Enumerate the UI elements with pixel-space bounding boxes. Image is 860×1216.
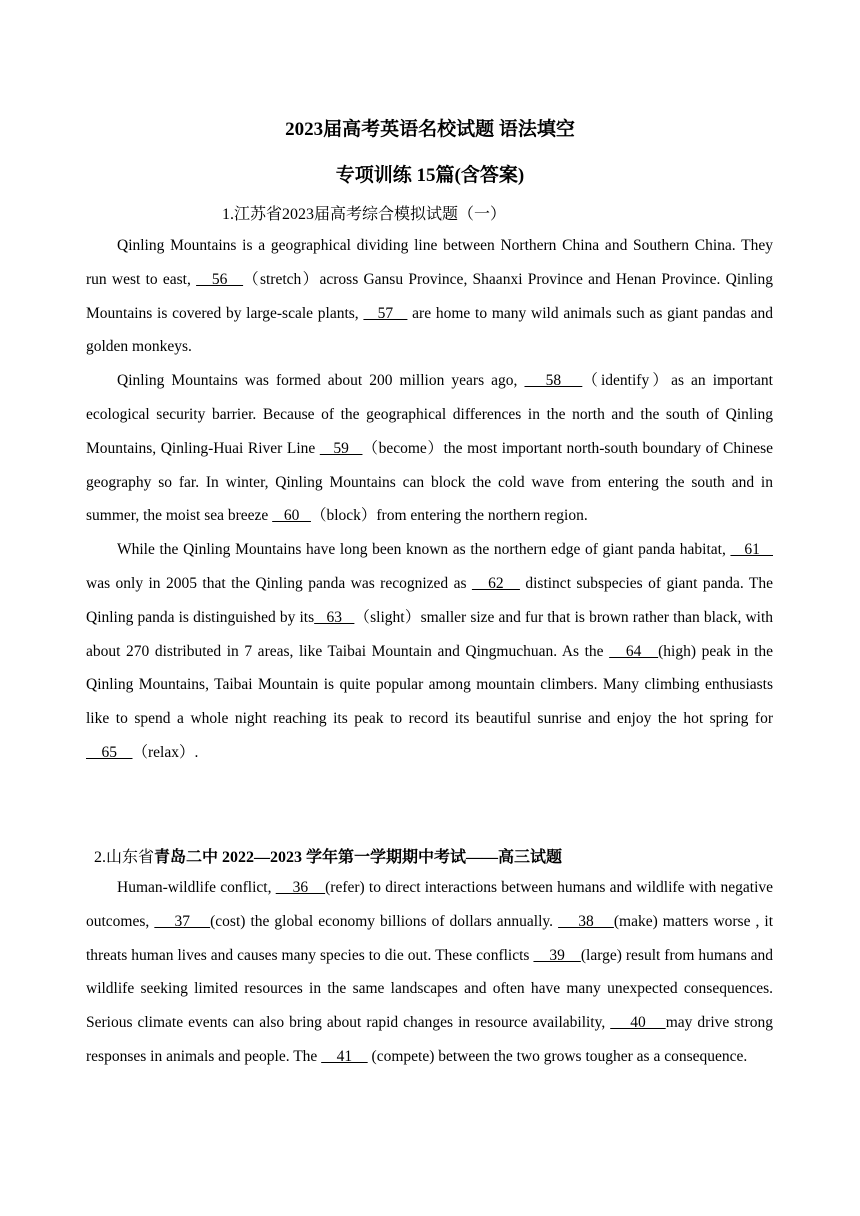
blank-56: 56 [196,270,244,288]
blank-64: 64 [609,642,659,660]
blank-59: 59 [319,439,363,457]
section-1-heading: 1.江苏省2023届高考综合模拟试题（一） [222,206,507,223]
blank-63: 63 [314,608,355,626]
blank-40: 40 [610,1014,666,1032]
blank-36: 36 [275,879,326,896]
section-1-paragraph-1: Qinling Mountains is a geographical dividing line between Northern China and Southern China. They run west to east, 56 （stretch）across Gansu Province, Shaanxi Province and Henan Province. Qinling Mountains is covered by large-scale plants, 57 are home to many wild animals such as giant pandas and golden monkeys. [86,237,774,356]
document-title-line1: 2023届高考英语名校试题 语法填空 [285,119,575,140]
section-1-paragraph-3: While the Qinling Mountains have long been known as the northern edge of giant panda habitat, 61 was only in 2005 that the Qinling panda was recognized as 62 distinct subspecies of giant panda. The Qinling panda is distinguished by its 63 （slight）smaller size and fur that is brown rather than black, with about 270 distributed in 7 areas, like Taibai Mountain and Qingmuchuan. As the 64 (high) peak in the Qinling Mountains, Taibai Mountain is quite popular among mountain climbers. Many climbing enthusiasts like to spend a whole night reaching its peak to record its beautiful sunrise and enjoy the hot spring for 65 （relax）. [86,541,774,761]
section-2-paragraph-1: Human-wildlife conflict, 36 (refer) to direct interactions between humans and wildlife with negative outcomes, 37 (cost) the global economy billions of dollars annually. 38 (make) matters worse , it threats human lives and causes many species to die out. These conflicts 39 (large) result from humans and wildlife seeking limited resources in the same landscapes and often have many unexpected consequences. Serious climate events can also bring about rapid changes in resource availability, 40 may drive strong responses in animals and people. The 41 (compete) between the two grows tougher as a consequence. [86,879,774,1065]
blank-39: 39 [533,946,581,964]
blank-37: 37 [154,912,211,930]
blank-58: 58 [524,372,583,390]
document-title-line2: 专项训练 15篇(含答案) [335,165,525,186]
blank-41: 41 [321,1047,368,1065]
blank-57: 57 [363,304,408,322]
section-2-heading: 2.山东省青岛二中 2022—2023 学年第一学期期中考试——高三试题 [94,849,563,866]
section-1-body [86,229,773,770]
blank-65: 65 [86,743,133,761]
section-2-body [86,871,773,1074]
blank-60: 60 [272,507,311,525]
section-1-paragraph-2: Qinling Mountains was formed about 200 million years ago, 58 （identify）as an important ecological security barrier. Because of the geographical differences in the north and the south of Qinling Mountains, Qinling-Huai River Line 59 （become）the most important north-south boundary of Chinese geography so far. In winter, Qinling Mountains can block the cold wave from entering the south and in summer, the moist sea breeze 60 （block）from entering the northern region. [86,372,773,525]
blank-61: 61 [730,541,773,559]
blank-62: 62 [471,574,520,592]
blank-38: 38 [558,912,614,930]
